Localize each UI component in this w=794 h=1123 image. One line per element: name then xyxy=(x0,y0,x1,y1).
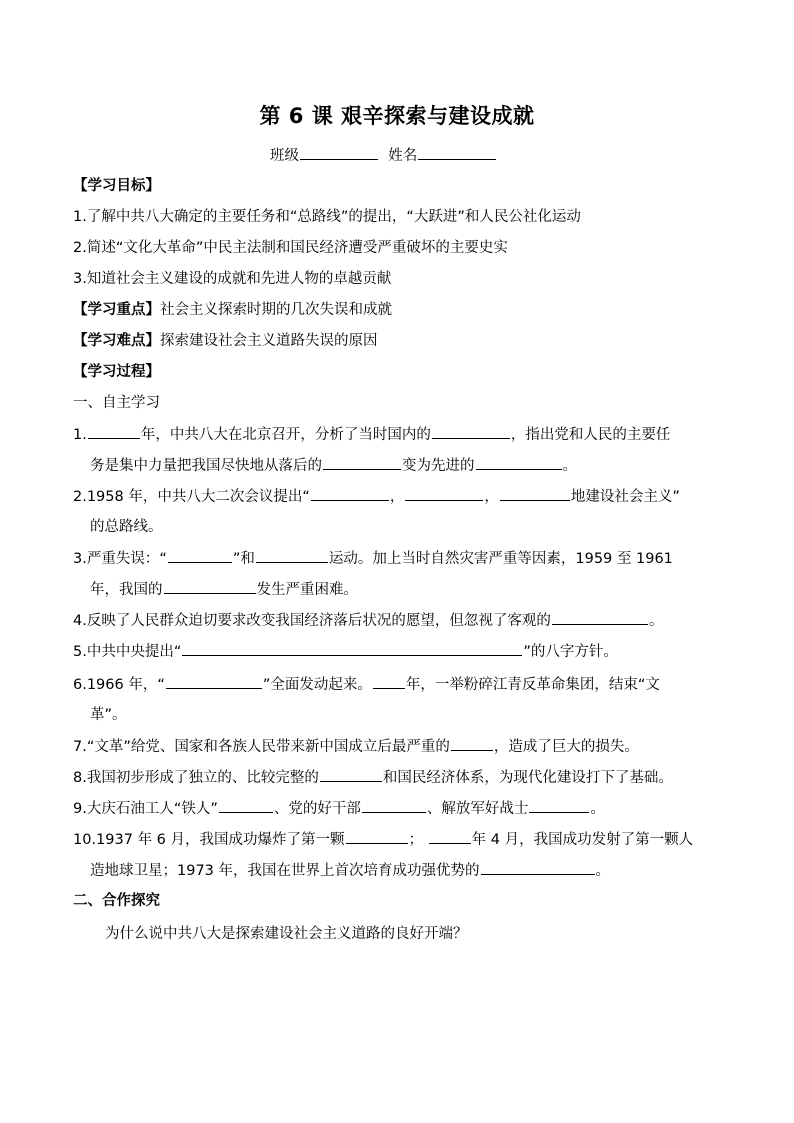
q8-blank[interactable] xyxy=(320,767,382,782)
q8-text: 和国民经济体系，为现代化建设打下了基础。 xyxy=(382,770,673,786)
question-6-line-2: 革”。 xyxy=(90,707,127,723)
q7-blank[interactable] xyxy=(451,736,493,751)
q1-blank-contradiction[interactable] xyxy=(432,424,510,439)
q9-blank-3[interactable] xyxy=(529,798,589,813)
question-3-line-2 xyxy=(90,579,750,600)
q6-blank-1[interactable] xyxy=(166,674,262,689)
name-blank[interactable] xyxy=(418,145,496,160)
q9-text: 、党的好干部 xyxy=(273,801,361,817)
question-3-line-1 xyxy=(73,548,733,569)
q9-text: 。 xyxy=(590,801,605,817)
q2-text: 地建设社会主义” xyxy=(570,489,680,505)
page-title: 第 6 课 艰辛探索与建设成就 xyxy=(259,104,535,128)
question-1-line-2 xyxy=(90,455,750,476)
q1-text: 务是集中力量把我国尽快地从落后的 xyxy=(90,458,322,474)
q1-number: 1. xyxy=(73,427,87,443)
question-2-line-1 xyxy=(73,486,733,507)
q10-text: ； xyxy=(408,832,424,848)
q1-text: 变为先进的 xyxy=(402,458,475,474)
q10-text: 年 4 月，我国成功发射了第一颗人 xyxy=(471,832,694,848)
difficulty-line xyxy=(73,331,733,351)
q2-blank-3[interactable] xyxy=(500,486,570,501)
q6-text: ”全面发动起来。 xyxy=(262,677,372,693)
q2-blank-2[interactable] xyxy=(405,486,483,501)
objectives-heading: 【学习目标】 xyxy=(73,178,160,194)
objective-item: 1.了解中共八大确定的主要任务和“总路线”的提出，“大跃进”和人民公社化运动 xyxy=(73,209,581,225)
q10-blank-3[interactable] xyxy=(481,860,595,875)
question-7 xyxy=(73,736,733,757)
class-name-line xyxy=(270,145,794,166)
question-9 xyxy=(73,798,733,819)
question-10-line-1 xyxy=(73,829,733,850)
class-blank[interactable] xyxy=(300,145,378,160)
q3-blank-2[interactable] xyxy=(256,548,328,563)
objective-item: 3.知道社会主义建设的成就和先进人物的卓越贡献 xyxy=(73,271,392,287)
q4-text: 4.反映了人民群众迫切要求改变我国经济落后状况的愿望，但忽视了客观的 xyxy=(73,613,551,629)
q10-blank-2[interactable] xyxy=(429,829,471,844)
key-point-label: 【学习重点】 xyxy=(73,302,160,318)
q2-blank-1[interactable] xyxy=(311,486,389,501)
question-1-line-1 xyxy=(73,424,733,445)
key-point-text: 社会主义探索时期的几次失误和成就 xyxy=(160,302,392,318)
q2-text: ， xyxy=(389,489,405,505)
q10-text: 。 xyxy=(595,863,611,879)
question-10-line-2 xyxy=(90,860,750,881)
q3-text: 运动。加上当时自然灾害严重等因素，1959 至 1961 xyxy=(328,551,673,567)
q9-text: 、解放军好战士 xyxy=(426,801,529,817)
q4-blank[interactable] xyxy=(552,610,648,625)
q5-text: ”的八字方针。 xyxy=(523,644,618,660)
q10-blank-1[interactable] xyxy=(346,829,408,844)
q3-text: ”和 xyxy=(232,551,255,567)
q1-text: ，指出党和人民的主要任 xyxy=(510,427,671,443)
q3-blank-1[interactable] xyxy=(168,548,232,563)
q7-text: 7.“文革”给党、国家和各族人民带来新中国成立后最严重的 xyxy=(73,739,450,755)
section2-question: 为什么说中共八大是探索建设社会主义道路的良好开端？ xyxy=(105,926,468,942)
q3-blank-3[interactable] xyxy=(164,579,256,594)
q6-text: 6.1966 年，“ xyxy=(73,677,165,693)
key-point-line xyxy=(73,300,733,320)
difficulty-label: 【学习难点】 xyxy=(73,333,160,349)
q9-text: 9.大庆石油工人“铁人” xyxy=(73,801,218,817)
q7-text: ，造成了巨大的损失。 xyxy=(493,739,639,755)
q9-blank-1[interactable] xyxy=(219,798,273,813)
class-label: 班级 xyxy=(270,148,299,164)
q1-blank-agri[interactable] xyxy=(323,455,401,470)
name-label: 姓名 xyxy=(388,148,418,164)
q6-text: 年，一举粉碎江青反革命集团，结束“文 xyxy=(405,677,660,693)
q1-blank-year[interactable] xyxy=(88,424,140,439)
q3-text: 年，我国的 xyxy=(90,582,163,598)
q6-blank-2[interactable] xyxy=(373,674,405,689)
q5-blank[interactable] xyxy=(182,641,522,656)
objective-item: 2.简述“文化大革命”中民主法制和国民经济遭受严重破坏的主要史实 xyxy=(73,240,508,256)
q10-text: 造地球卫星；1973 年，我国在世界上首次培育成功强优势的 xyxy=(90,863,480,879)
q5-text: 5.中共中央提出“ xyxy=(73,644,182,660)
q2-text: 2.1958 年，中共八大二次会议提出“ xyxy=(73,489,310,505)
q10-text: 10.1937 年 6 月，我国成功爆炸了第一颗 xyxy=(73,832,345,848)
question-5 xyxy=(73,641,733,662)
question-2-line-2: 的总路线。 xyxy=(90,519,163,535)
question-4 xyxy=(73,610,733,631)
q1-text: 年，中共八大在北京召开，分析了当时国内的 xyxy=(140,427,431,443)
q4-text: 。 xyxy=(648,613,664,629)
q8-text: 8.我国初步形成了独立的、比较完整的 xyxy=(73,770,319,786)
q3-text: 3.严重失误：“ xyxy=(73,551,167,567)
q9-blank-2[interactable] xyxy=(362,798,426,813)
section2-heading: 二、合作探究 xyxy=(73,893,160,909)
q1-blank-industry[interactable] xyxy=(476,455,562,470)
question-8 xyxy=(73,767,733,788)
q1-text: 。 xyxy=(562,458,577,474)
difficulty-text: 探索建设社会主义道路失误的原因 xyxy=(160,333,378,349)
q2-text: ， xyxy=(484,489,499,505)
section1-heading: 一、自主学习 xyxy=(73,395,160,411)
process-heading: 【学习过程】 xyxy=(73,364,160,380)
q3-text: 发生严重困难。 xyxy=(256,582,358,598)
question-6-line-1 xyxy=(73,674,733,695)
